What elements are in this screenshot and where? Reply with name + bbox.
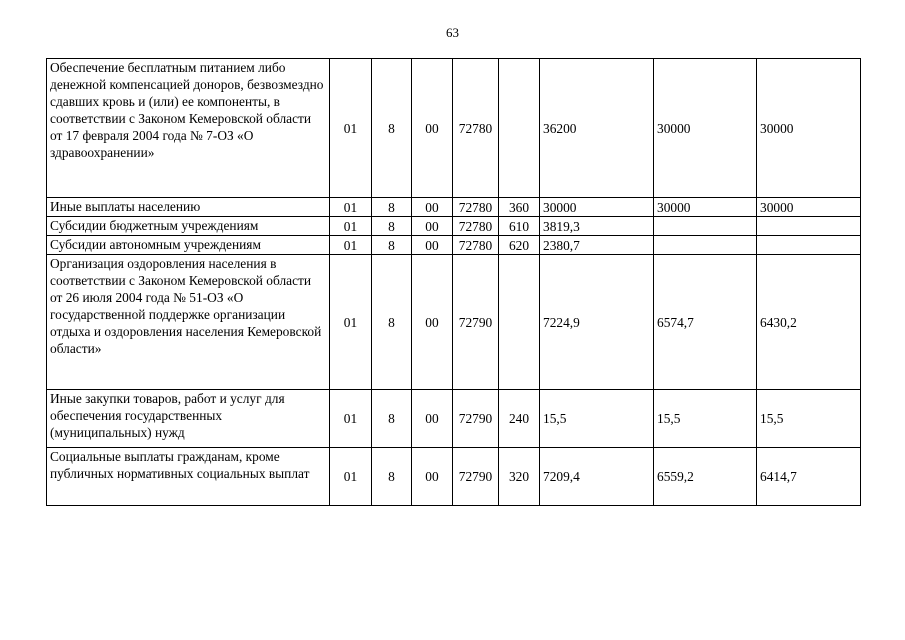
row-description: Субсидии бюджетным учреждениям	[47, 217, 330, 236]
budget-table	[46, 58, 861, 506]
table-row	[47, 448, 861, 506]
table-row	[47, 198, 861, 217]
amount-year-2: 15,5	[654, 390, 757, 448]
code-section: 01	[330, 390, 372, 448]
code-program: 8	[372, 255, 412, 390]
row-description: Социальные выплаты гражданам, кроме публичных нормативных социальных выплат	[47, 448, 330, 506]
code-direction: 72780	[453, 217, 499, 236]
code-section: 01	[330, 236, 372, 255]
code-expense-type: 610	[499, 217, 540, 236]
amount-year-1: 7209,4	[540, 448, 654, 506]
table-row	[47, 390, 861, 448]
code-subprogram: 00	[412, 217, 453, 236]
code-program: 8	[372, 236, 412, 255]
table-row	[47, 59, 861, 198]
amount-year-1: 36200	[540, 59, 654, 198]
amount-year-3	[757, 217, 861, 236]
table-row	[47, 255, 861, 390]
code-section: 01	[330, 198, 372, 217]
code-section: 01	[330, 217, 372, 236]
code-subprogram: 00	[412, 448, 453, 506]
code-program: 8	[372, 59, 412, 198]
code-expense-type	[499, 59, 540, 198]
amount-year-3: 30000	[757, 198, 861, 217]
table-row	[47, 236, 861, 255]
code-subprogram: 00	[412, 59, 453, 198]
amount-year-2: 30000	[654, 59, 757, 198]
code-program: 8	[372, 217, 412, 236]
amount-year-2: 6574,7	[654, 255, 757, 390]
amount-year-2: 30000	[654, 198, 757, 217]
code-section: 01	[330, 448, 372, 506]
amount-year-1: 3819,3	[540, 217, 654, 236]
amount-year-1: 7224,9	[540, 255, 654, 390]
code-direction: 72780	[453, 236, 499, 255]
table-row	[47, 217, 861, 236]
code-direction: 72790	[453, 390, 499, 448]
code-direction: 72780	[453, 198, 499, 217]
code-subprogram: 00	[412, 198, 453, 217]
amount-year-1: 2380,7	[540, 236, 654, 255]
code-subprogram: 00	[412, 255, 453, 390]
amount-year-3	[757, 236, 861, 255]
row-description: Иные выплаты населению	[47, 198, 330, 217]
code-expense-type: 320	[499, 448, 540, 506]
page-number: 63	[446, 25, 459, 40]
row-description: Субсидии автономным учреждениям	[47, 236, 330, 255]
amount-year-1: 30000	[540, 198, 654, 217]
amount-year-3: 15,5	[757, 390, 861, 448]
code-program: 8	[372, 390, 412, 448]
row-description: Иные закупки товаров, работ и услуг для обеспечения государственных (муниципальных) нужд	[47, 390, 330, 448]
code-subprogram: 00	[412, 236, 453, 255]
row-description: Организация оздоровления населения в соответствии с Законом Кемеровской области от 26 июля 2004 года № 51-ОЗ «О государственной поддержке организации отдыха и оздоровления населения Кемеровской области»	[47, 255, 330, 390]
amount-year-3: 30000	[757, 59, 861, 198]
code-section: 01	[330, 255, 372, 390]
code-expense-type: 620	[499, 236, 540, 255]
code-expense-type: 360	[499, 198, 540, 217]
code-program: 8	[372, 448, 412, 506]
code-section: 01	[330, 59, 372, 198]
row-description: Обеспечение бесплатным питанием либо денежной компенсацией доноров, безвозмездно сдавших кровь и (или) ее компоненты, в соответствии с Законом Кемеровской области от 17 февраля 2004 года № 7-ОЗ «О здравоохранении»	[47, 59, 330, 198]
amount-year-2	[654, 236, 757, 255]
code-expense-type	[499, 255, 540, 390]
amount-year-2	[654, 217, 757, 236]
code-direction: 72790	[453, 448, 499, 506]
code-direction: 72790	[453, 255, 499, 390]
code-direction: 72780	[453, 59, 499, 198]
amount-year-3: 6430,2	[757, 255, 861, 390]
code-program: 8	[372, 198, 412, 217]
code-subprogram: 00	[412, 390, 453, 448]
amount-year-3: 6414,7	[757, 448, 861, 506]
code-expense-type: 240	[499, 390, 540, 448]
amount-year-1: 15,5	[540, 390, 654, 448]
amount-year-2: 6559,2	[654, 448, 757, 506]
